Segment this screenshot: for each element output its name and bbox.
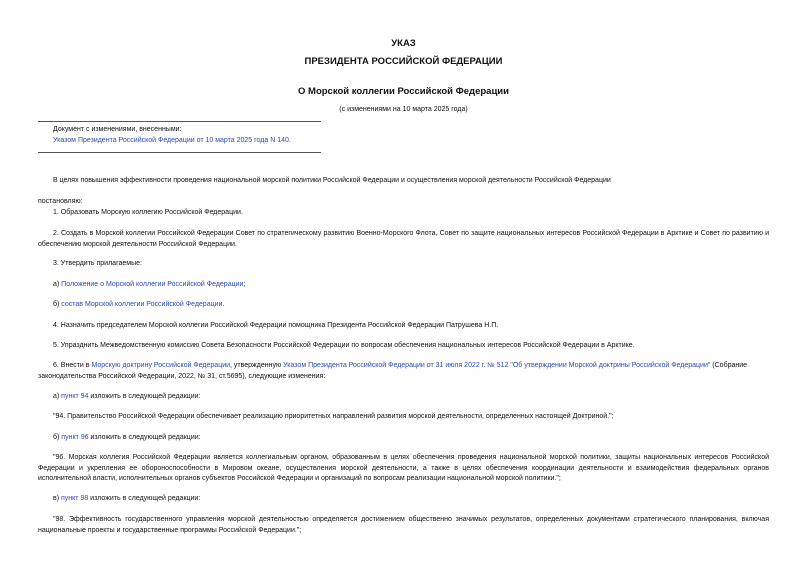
divider-top (38, 121, 321, 122)
p3a-suffix: ; (243, 281, 246, 288)
paragraph-6a (38, 392, 769, 403)
p3b-prefix: б) (53, 301, 62, 308)
link-item-96[interactable]: пункт 96 (61, 434, 89, 441)
paragraph-6b (38, 433, 769, 444)
p6c-suffix: изложить в следующей редакции: (88, 495, 201, 502)
doc-issuer: ПРЕЗИДЕНТА РОССИЙСКОЙ ФЕДЕРАЦИИ (304, 56, 503, 67)
amend-label: Документ с изменениями, внесенными: (53, 126, 182, 133)
link-item-94[interactable]: пункт 94 (61, 393, 89, 400)
amendment-note: (с изменениями на 10 марта 2025 года) (339, 106, 468, 113)
paragraph-5: 5. Упразднить Межведомственную комиссию Совета Безопасности Российской Федерации по вопросам обеспечения национальных интересов Российской Федерации в Арктике. (53, 342, 635, 349)
paragraph-1: 1. Образовать Морскую коллегию Российской Федерации. (53, 209, 243, 216)
paragraph-3: 3. Утвердить прилагаемые: (53, 260, 142, 267)
p6a-suffix: изложить в следующей редакции: (88, 393, 201, 400)
p6b-prefix: б) (53, 434, 62, 441)
p6-mid: , утвержденную (230, 362, 284, 369)
link-composition[interactable]: состав Морской коллегии Российской Федерации (61, 301, 223, 308)
paragraph-6c-text: "98. Эффективность государственного управления морской деятельностью определяется достижением общественно значимых результатов, определенных документами стратегического планирования, включая национальные проекты и государственные программы Российской Федерации."; (38, 516, 769, 534)
paragraph-6a-text: "94. Правительство Российской Федерации обеспечивает реализацию приоритетных направлений развития морской деятельности, определенных настоящей Доктриной."; (53, 413, 614, 420)
paragraph-3a (38, 280, 769, 291)
link-item-98[interactable]: пункт 98 (61, 495, 89, 502)
divider-bottom (38, 152, 321, 153)
paragraph-3b (38, 300, 769, 311)
amend-link[interactable]: Указом Президента Российской Федерации от 10 марта 2025 года N 140. (53, 137, 291, 144)
p6b-suffix: изложить в следующей редакции: (88, 434, 201, 441)
p6c-prefix: в) (53, 495, 61, 502)
doc-type: УКАЗ (391, 38, 416, 49)
paragraph-4: 4. Назначить председателем Морской коллегии Российской Федерации помощника Президента Российской Федерации Патрушева Н.П. (53, 322, 499, 329)
paragraph-6c (38, 494, 769, 505)
paragraph-2: 2. Создать в Морской коллегии Российской Федерации Совет по стратегическому развитию Военно-Морского Флота, Совет по защите национальных интересов Российской Федерации в Арктике и Совет по развитию и обеспечению морской деятельности Российской Федерации. (38, 230, 769, 248)
link-regulation[interactable]: Положение о Морской коллегии Российской Федерации (61, 281, 244, 288)
p3a-prefix: а) (53, 281, 62, 288)
p3b-suffix: . (222, 301, 225, 308)
decree-word: постановляю: (38, 198, 83, 205)
link-decree-512[interactable]: Указом Президента Российской Федерации от 31 июля 2022 г. № 512 "Об утверждении Морской доктрины Российской Федерации" (283, 362, 711, 369)
link-maritime-doctrine[interactable]: Морскую доктрину Российской Федерации (91, 362, 231, 369)
p6-suffix: (Собрание законодательства Российской Федерации, 2022, № 31, ст.5695), следующие изменения: (38, 362, 748, 380)
p6-prefix: 6. Внести в (53, 362, 92, 369)
paragraph-6 (38, 361, 769, 382)
doc-subject: О Морской коллегии Российской Федерации (298, 86, 509, 97)
paragraph-6b-text: "96. Морская коллегия Российской Федерации является коллегиальным органом, образованным в целях обеспечения проведения национальной морской политики, защиты национальных интересов Российской Федерации и укрепления ее обороноспособности в Мировом океане, осуществления морской деятельности, а также в целях обеспечения координации деятельности и взаимодействия федеральных органов исполнительной власти, исполнительных органов субъектов Российской Федерации и организаций по вопросам реализации национальной морской политики."; (38, 454, 769, 482)
p6a-prefix: а) (53, 393, 62, 400)
intro-paragraph: В целях повышения эффективности проведения национальной морской политики Российской Федерации и осуществления морской деятельности Российской Федерации (53, 177, 611, 184)
